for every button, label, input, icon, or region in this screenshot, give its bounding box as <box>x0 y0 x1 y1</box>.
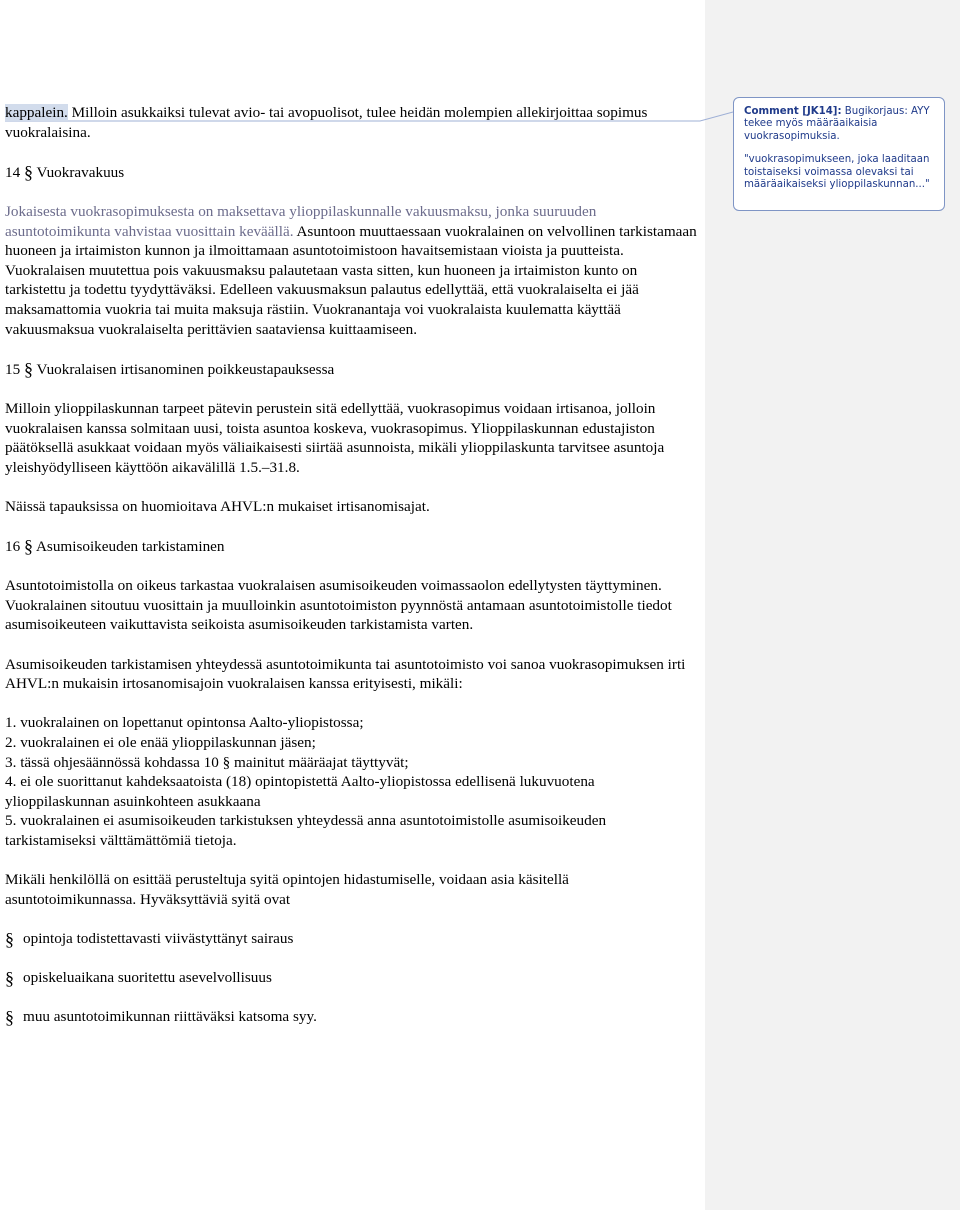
bullet-symbol: § <box>5 928 14 949</box>
section-title: Asumisoikeuden tarkistaminen <box>35 538 225 556</box>
section-title: Vuokralaisen irtisanominen poikkeustapauksessa <box>36 360 335 378</box>
bullet-text: muu asuntotoimikunnan riittäväksi katsoma syy. <box>23 1008 317 1026</box>
section-number: 16 <box>5 538 21 556</box>
section-number: 14 <box>5 163 21 181</box>
bullet-text: opiskeluaikana suoritettu asevelvollisuus <box>23 969 272 987</box>
list-item: 4. ei ole suorittanut kahdeksaatoista (18) opintopistettä Aalto-yliopistossa edellisenä lukuvuotena ylioppilaskunnan asuinkohteen asukkaana <box>5 773 595 810</box>
paragraph-cohabitants <box>5 103 700 142</box>
section-symbol: § <box>23 536 33 557</box>
comment-text: Bugikorjaus: AYY tekee myös määräaikaisia vuokrasopimuksia. <box>744 106 930 142</box>
paragraph-termination: Milloin ylioppilaskunnan tarpeet pätevin perustein sitä edellyttää, vuokrasopimus voidaan irtisanoa, jolloin vuokralaisen kanssa solmitaan uusi, toista asuntoa koskeva, vuokrasopimus. Ylioppilaskunnan edustajiston päätöksellä asukkaat voidaan myös väliaikaisesti siirtää asunnoista, mikäli ylioppilaskunta tarvitsee asuntoja yleishyödylliseen käyttöön aikavälillä 1.5.–31.8. <box>5 399 665 476</box>
comment-anchor-highlight[interactable]: kappalein. <box>5 104 68 121</box>
bullet-item <box>5 929 700 949</box>
bullet-symbol: § <box>5 1007 14 1028</box>
paragraph-valid-reasons: Mikäli henkilöllä on esittää perusteltuja syitä opintojen hidastumiselle, voidaan asia käsitellä asuntotoimikunnassa. Hyväksyttäviä syitä ovat <box>5 871 569 908</box>
section-number: 15 <box>5 360 21 378</box>
paragraph-deposit <box>5 202 700 339</box>
section-symbol: § <box>23 161 33 182</box>
bullet-item <box>5 968 700 988</box>
paragraph-right-check: Asuntotoimistolla on oikeus tarkastaa vuokralaisen asumisoikeuden voimassaolon edellytysten täyttyminen. Vuokralainen sitoutuu vuosittain ja muulloinkin asuntotoimiston pyynnöstä antamaan asuntotoimistolle tiedot asumisoikeuteen vaikuttavista seikoista asumisoikeuden tarkistamista varten. <box>5 577 672 634</box>
list-item: 5. vuokralainen ei asumisoikeuden tarkistuksen yhteydessä anna asuntotoimistolle asumisoikeuden tarkistamiseksi välttämättömiä tietoja. <box>5 812 607 849</box>
list-item: 1. vuokralainen on lopettanut opintonsa Aalto-yliopistossa; <box>5 714 364 732</box>
comment-body <box>744 106 936 143</box>
section-title: Vuokravakuus <box>36 163 125 181</box>
comment-quote: "vuokrasopimukseen, joka laaditaan toistaiseksi voimassa olevaksi tai määräaikaiseksi ylioppilaskunnan..." <box>744 154 930 191</box>
paragraph-text: Asuntoon muuttaessaan vuokralainen on velvollinen tarkistamaan huoneen ja irtaimiston kunnon ja ilmoittamaan asuntotoimistoon havaitsemistaan vioista ja puutteista. Vuokralaisen muutettua pois vakuusmaksu palautetaan vasta sitten, kun huoneen ja irtaimiston kunto on tarkistettu ja todettu tyydyttäväksi. Edelleen vakuusmaksun palautus edellyttää, että vuokralaiselta ei jää maksamattomia vuokria tai muita maksuja rästiin. Vuokranantaja voi vuokralaista kuulematta käyttää vakuusmaksua vuokralaiselta perittävien saataviensa kuittaamiseen. <box>5 222 697 338</box>
section-heading-16 <box>5 536 700 557</box>
paragraph-notice-periods: Näissä tapauksissa on huomioitava AHVL:n mukaiset irtisanomisajat. <box>5 497 430 515</box>
tracked-insertion: Jokaisesta vuokrasopimuksesta on maksettava ylioppilaskunnalle vakuusmaksu, jonka suuruuden asuntotoimikunta vahvistaa vuosittain keväällä. <box>5 202 597 240</box>
document-body <box>5 103 700 1027</box>
section-heading-15 <box>5 359 700 380</box>
bullet-item <box>5 1007 700 1027</box>
section-heading-14 <box>5 162 700 183</box>
comment-label: Comment [JK14]: <box>744 106 842 117</box>
bullet-text: opintoja todistettavasti viivästyttänyt sairaus <box>23 929 294 947</box>
bullet-symbol: § <box>5 968 14 989</box>
paragraph-text: Milloin asukkaiksi tulevat avio- tai avopuolisot, tulee heidän molempien allekirjoittaa sopimus vuokralaisina. <box>5 104 648 141</box>
section-symbol: § <box>23 358 33 379</box>
list-item: 3. tässä ohjesäännössä kohdassa 10 § mainitut määräajat täyttyvät; <box>5 753 409 771</box>
list-item: 2. vuokralainen ei ole enää ylioppilaskunnan jäsen; <box>5 734 316 751</box>
comment-balloon[interactable] <box>733 97 945 211</box>
paragraph-check-termination: Asumisoikeuden tarkistamisen yhteydessä asuntotoimikunta tai asuntotoimisto voi sanoa vuokrasopimuksen irti AHVL:n mukaisin irtosanomisajoin vuokralaisen kanssa erityisesti, mikäli: <box>5 655 686 693</box>
